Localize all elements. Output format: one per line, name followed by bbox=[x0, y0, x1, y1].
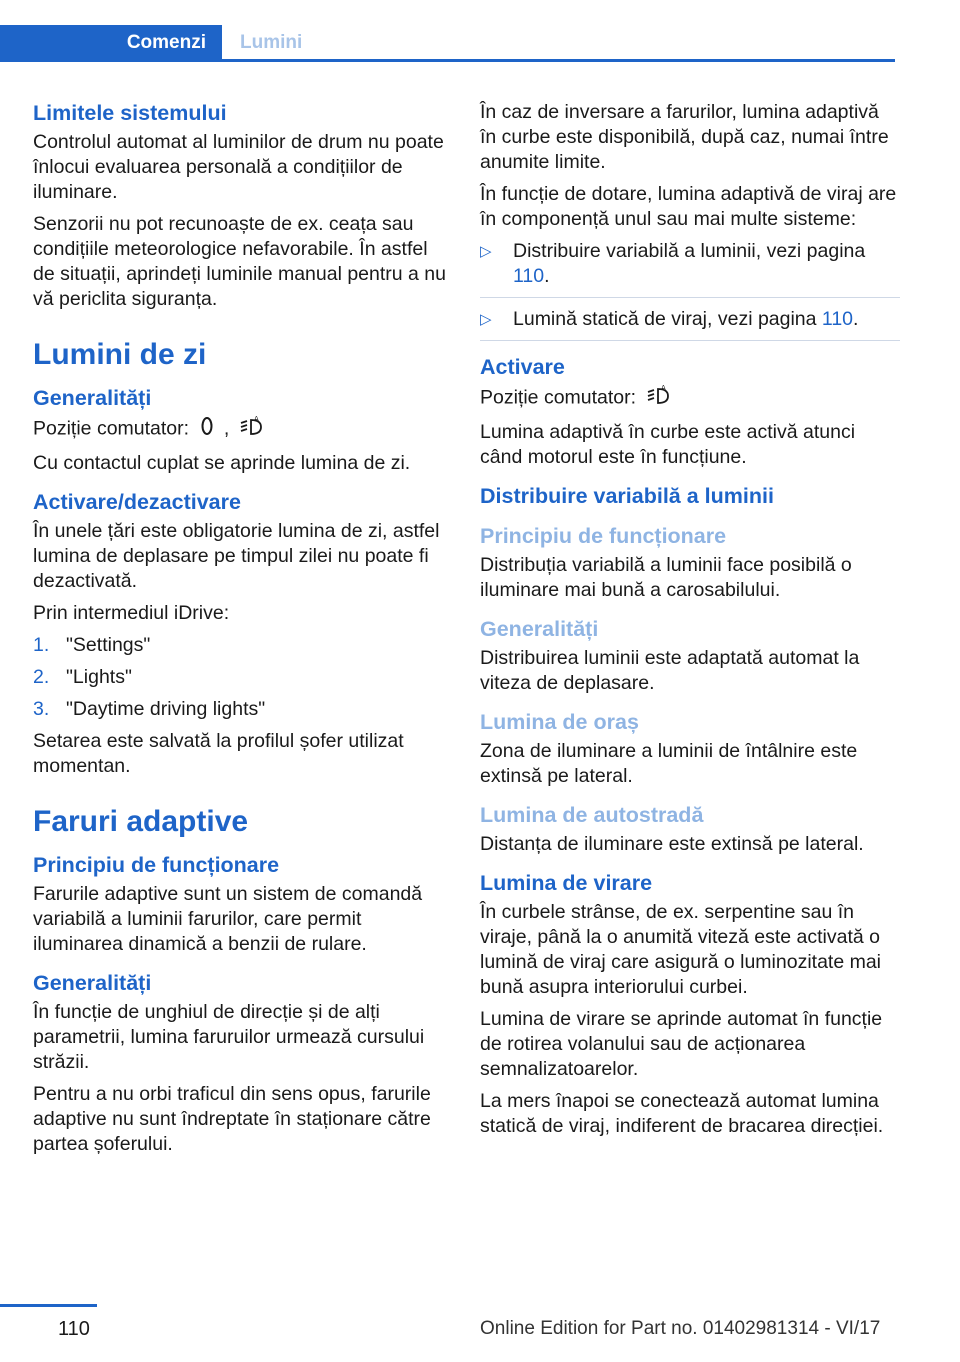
page-link[interactable]: 110 bbox=[821, 308, 854, 330]
header-tab-controls: Comenzi bbox=[0, 25, 222, 62]
page-number: 110 bbox=[58, 1318, 90, 1340]
activation-paragraph-1: În unele țări este obligatorie lumina de zi, astfel lumina de deplasare pe timpul zilei nu poate fi dezactivată. bbox=[33, 520, 440, 592]
svg-text:A: A bbox=[660, 384, 666, 392]
limits-paragraph-2: Senzorii nu pot recunoaște de ex. ceața sau condițiile meteorologice nefavorabile. În astfel de situații, aprindeți luminile manual pentru a nu vă periclita siguranța. bbox=[33, 213, 446, 310]
step-number: 3. bbox=[33, 698, 50, 720]
principle-paragraph: Farurile adaptive sunt un sistem de comandă variabilă a luminii farurilor, care permit iluminarea dinamică a benzii de rulare. bbox=[33, 883, 423, 955]
list-item bbox=[33, 665, 453, 690]
list-item bbox=[33, 633, 453, 658]
activate-heading: Activare bbox=[480, 355, 565, 379]
activation-paragraph-2: Prin intermediul iDrive: bbox=[33, 602, 230, 624]
highway-light-paragraph: Distanța de iluminare este extinsă pe lateral. bbox=[480, 833, 864, 855]
triangle-bullet-icon: ▷ bbox=[480, 311, 492, 328]
step-number: 2. bbox=[33, 666, 50, 688]
turn-light-heading: Lumina de virare bbox=[480, 871, 653, 895]
switch-position-0-icon bbox=[199, 415, 215, 444]
svg-text:A: A bbox=[253, 415, 259, 423]
activation-heading: Activare/dezactivare bbox=[33, 490, 241, 514]
auto-headlight-icon bbox=[239, 415, 265, 444]
step-text: "Lights" bbox=[66, 666, 132, 688]
activation-paragraph-3: Setarea este salvată la profilul șofer utilizat momentan. bbox=[33, 730, 404, 777]
general-heading-2: Generalități bbox=[33, 971, 152, 995]
header-rule bbox=[0, 59, 895, 62]
activate-switch-label: Poziție comutator: bbox=[480, 386, 637, 409]
right-column bbox=[480, 100, 900, 1146]
daytime-switch-line bbox=[33, 415, 453, 444]
turn-light-paragraph-1: În curbele strânse, de ex. serpentine sau în viraje, până la o anumită viteză este activată o lumină de viraj care asigură o luminozitate mai bună asupra interiorului curbei. bbox=[480, 901, 882, 998]
step-text: "Settings" bbox=[66, 634, 151, 656]
footer-rule bbox=[0, 1304, 97, 1307]
triangle-bullet-icon: ▷ bbox=[480, 243, 492, 260]
edition-text: Online Edition for Part no. 01402981314 - VI/17 bbox=[480, 1318, 881, 1339]
principle-heading: Principiu de funcționare bbox=[33, 853, 280, 877]
systems-list bbox=[480, 239, 900, 341]
page-header bbox=[0, 25, 895, 62]
bullet-text: Lumină statică de viraj, vezi pagina 110. bbox=[513, 308, 859, 330]
idrive-steps-list bbox=[33, 633, 453, 722]
var-principle-paragraph: Distribuția variabilă a luminii face posibilă o iluminare mai bună a carosabilului. bbox=[480, 554, 852, 601]
adaptive-headlights-heading: Faruri adaptive bbox=[33, 805, 249, 838]
activate-paragraph: Lumina adaptivă în curbe este activă atunci când motorul este în funcțiune. bbox=[480, 421, 856, 468]
daytime-lights-heading: Lumini de zi bbox=[33, 338, 207, 371]
daytime-general-heading: Generalități bbox=[33, 386, 152, 410]
city-light-paragraph: Zona de iluminare a luminii de întâlnire este extinsă pe lateral. bbox=[480, 740, 858, 787]
var-principle-heading: Principiu de funcționare bbox=[480, 524, 727, 548]
turn-light-paragraph-2: Lumina de virare se aprinde automat în funcție de rotirea volanului sau de acționarea semnalizatoarelor. bbox=[480, 1008, 883, 1080]
equipment-paragraph: În funcție de dotare, lumina adaptivă de viraj are în componență unul sau mai multe sisteme: bbox=[480, 183, 897, 230]
activate-switch-line bbox=[480, 384, 900, 413]
limits-heading: Limitele sistemului bbox=[33, 101, 227, 125]
list-item bbox=[33, 697, 453, 722]
city-light-heading: Lumina de oraș bbox=[480, 710, 639, 734]
daytime-switch-label: Poziție comutator: bbox=[33, 417, 190, 440]
daytime-switch-separator: , bbox=[223, 417, 230, 440]
general-paragraph-1: În funcție de unghiul de direcție și de alți parametrii, lumina faruruilor urmează cursului străzii. bbox=[33, 1001, 425, 1073]
step-text: "Daytime driving lights" bbox=[66, 698, 266, 720]
list-item bbox=[480, 239, 900, 298]
reverse-paragraph: În caz de inversare a farurilor, lumina adaptivă în curbe este disponibilă, după caz, numai între anumite limite. bbox=[480, 101, 889, 173]
var-general-heading: Generalități bbox=[480, 617, 599, 641]
step-number: 1. bbox=[33, 634, 50, 656]
daytime-contact-text: Cu contactul cuplat se aprinde lumina de zi. bbox=[33, 452, 411, 474]
variable-distribution-heading: Distribuire variabilă a luminii bbox=[480, 484, 774, 508]
auto-headlight-icon bbox=[646, 384, 672, 413]
list-item bbox=[480, 307, 900, 341]
bullet-text: Distribuire variabilă a luminii, vezi pagina 110. bbox=[513, 240, 866, 287]
page-link[interactable]: 110 bbox=[513, 265, 545, 287]
turn-light-paragraph-3: La mers înapoi se conectează automat lumina statică de viraj, indiferent de bracarea direcției. bbox=[480, 1090, 884, 1137]
general-paragraph-2: Pentru a nu orbi traficul din sens opus, farurile adaptive nu sunt îndreptate în staționare către partea șoferului. bbox=[33, 1083, 431, 1155]
limits-paragraph-1: Controlul automat al luminilor de drum nu poate înlocui evaluarea personală a condițiilor de iluminare. bbox=[33, 131, 444, 203]
left-column bbox=[33, 100, 453, 1164]
header-tab-lights: Lumini bbox=[240, 32, 303, 53]
highway-light-heading: Lumina de autostradă bbox=[480, 803, 704, 827]
var-general-paragraph: Distribuirea luminii este adaptată automat la viteza de deplasare. bbox=[480, 647, 860, 694]
